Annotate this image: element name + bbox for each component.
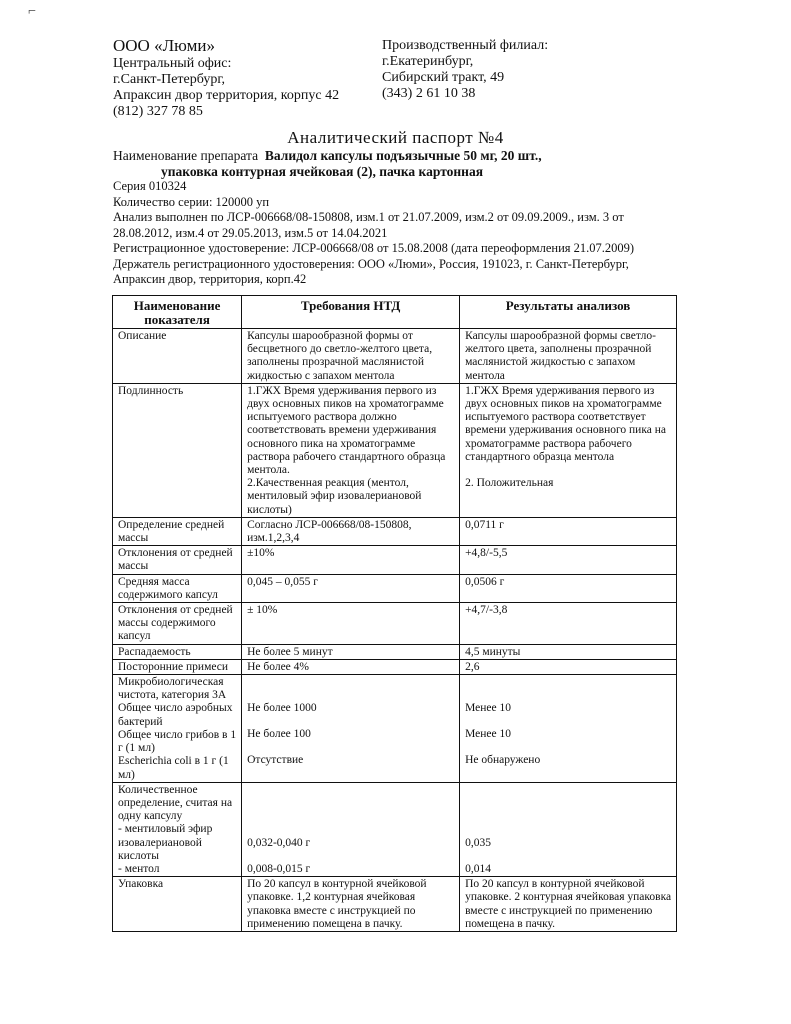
branch-address: Сибирский тракт, 49 — [382, 70, 505, 85]
row-requirement — [242, 782, 460, 876]
req-aerobic: Не более 1000 — [247, 702, 317, 715]
header-results: Результаты анализов — [460, 296, 677, 329]
row-requirement: Капсулы шарообразной формы от бесцветного до светло-желтого цвета, заполнены прозрачной маслянистой жидкостью с запахом ментола — [242, 329, 460, 384]
row-result: 0,0711 г — [460, 517, 677, 545]
table-row — [113, 546, 677, 574]
row-result — [460, 675, 677, 783]
header-indicator: Наименование показателя — [113, 296, 242, 329]
table-row — [113, 383, 677, 517]
row-requirement: ± 10% — [242, 603, 460, 645]
office-phone: (812) 327 78 85 — [113, 104, 203, 119]
series: Серия 010324 — [113, 179, 187, 193]
row-result: Капсулы шарообразной формы светло-желтого цвета, заполнены прозрачной маслянистой жидкостью с запахом ментола — [460, 329, 677, 384]
micro-aerobic: Общее число аэробных бактерий — [118, 702, 233, 728]
row-requirement: Согласно ЛСР-006668/08-150808, изм.1,2,3,4 — [242, 517, 460, 545]
table-row — [113, 603, 677, 645]
micro-fungi: Общее число грибов в 1 г (1 мл) — [118, 728, 237, 755]
requirement-part1: 1.ГЖХ Время удерживания первого из двух основных пиков на хроматограмме испытуемого раствора должно соответствовать времени удерживания основного пика на хроматограмме раствора рабочего стандартного образца ментола. — [247, 384, 446, 477]
assay-title: Количественное определение, считая на одну капсулу — [118, 783, 233, 823]
table-row — [113, 329, 677, 384]
row-name: Определение средней массы — [113, 517, 242, 545]
office-label: Центральный офис: — [113, 56, 232, 71]
row-name: Описание — [113, 329, 242, 384]
req-ecoli: Отсутствие — [247, 754, 304, 767]
company-office-block — [113, 36, 373, 120]
assay-menthol: - ментол — [118, 862, 160, 875]
row-result: +4,7/-3,8 — [460, 603, 677, 645]
row-name: Отклонения от средней массы — [113, 546, 242, 574]
document-title: Аналитический паспорт №4 — [287, 128, 504, 147]
scan-mark: ⌐ — [28, 4, 36, 19]
row-result: 0,0506 г — [460, 574, 677, 602]
row-requirement — [242, 383, 460, 517]
branch-city: г.Екатеринбург, — [382, 54, 474, 69]
row-requirement — [242, 675, 460, 783]
header-requirements: Требования НТД — [242, 296, 460, 329]
quantity: Количество серии: 120000 уп — [113, 194, 270, 209]
result-part1: 1.ГЖХ Время удерживания первого из двух основных пиков на хроматограмме испытуемого раствора соответствует времени удерживания основного пика на хроматограмме раствора рабочего стандартного образца ментола — [465, 384, 666, 463]
req-fungi: Не более 100 — [247, 728, 311, 741]
table-header-row — [113, 296, 677, 329]
req-ester: 0,032-0,040 г — [247, 836, 311, 849]
res-menthol: 0,014 — [465, 862, 491, 875]
res-ester: 0,035 — [465, 836, 491, 849]
holder-line2: Апраксин двор, территория, корп.42 — [113, 272, 307, 286]
office-city: г.Санкт-Петербург, — [113, 72, 226, 87]
row-requirement: Не более 5 минут — [242, 644, 460, 659]
analysis-line1: Анализ выполнен по ЛСР-006668/08-150808, изм.1 от 21.07.2009, изм.2 от 09.09.2009., изм. 3 от — [113, 210, 624, 224]
row-name: Отклонения от средней массы содержимого капсул — [113, 603, 242, 645]
row-requirement: 0,045 – 0,055 г — [242, 574, 460, 602]
table-row — [113, 675, 677, 783]
requirement-part2: 2.Качественная реакция (ментол, ментиловый эфир изовалериановой кислоты) — [247, 477, 422, 516]
row-result: По 20 капсул в контурной ячейковой упаковке. 2 контурная ячейковая упаковка вместе с инструкцией по применению помещена в пачку. — [460, 877, 677, 932]
branch-phone: (343) 2 61 10 38 — [382, 86, 476, 101]
row-name: Подлинность — [113, 383, 242, 517]
branch-block — [382, 38, 662, 102]
analysis-line2: 28.08.2012, изм.4 от 29.05.2013, изм.5 от 14.04.2021 — [113, 225, 388, 240]
row-requirement: По 20 капсул в контурной ячейковой упаковке. 1,2 контурная ячейковая упаковка вместе с инструкцией по применению помещена в пачку. — [242, 877, 460, 932]
row-name: Упаковка — [113, 877, 242, 932]
row-name: Средняя масса содержимого капсул — [113, 574, 242, 602]
row-name: Посторонние примеси — [113, 659, 242, 674]
res-aerobic: Менее 10 — [465, 702, 511, 715]
assay-ester: - ментиловый эфир изовалериановой кислоты — [118, 823, 213, 862]
row-name: Распадаемость — [113, 644, 242, 659]
row-result — [460, 782, 677, 876]
table-row — [113, 782, 677, 876]
table-row — [113, 877, 677, 932]
registration: Регистрационное удостоверение: ЛСР-006668/08 от 15.08.2008 (дата переоформления 21.07.2009) — [113, 241, 635, 255]
batch-details — [113, 179, 703, 288]
row-result: +4,8/-5,5 — [460, 546, 677, 574]
row-name — [113, 782, 242, 876]
product-label: Наименование препарата — [113, 148, 259, 163]
row-requirement: ±10% — [242, 546, 460, 574]
table-row — [113, 574, 677, 602]
row-result: 4,5 минуты — [460, 644, 677, 659]
row-result: 2,6 — [460, 659, 677, 674]
req-menthol: 0,008-0,015 г — [247, 862, 311, 875]
micro-ecoli: Escherichia coli в 1 г (1 мл) — [118, 755, 229, 781]
table-row — [113, 517, 677, 545]
branch-label: Производственный филиал: — [382, 38, 549, 53]
row-requirement: Не более 4% — [242, 659, 460, 674]
micro-title: Микробиологическая чистота, категория 3А — [118, 676, 227, 702]
row-result — [460, 383, 677, 517]
row-name — [113, 675, 242, 783]
product-block — [113, 148, 673, 180]
res-fungi: Менее 10 — [465, 728, 511, 741]
product-name-line1: Валидол капсулы подъязычные 50 мг, 20 шт., — [264, 148, 542, 163]
table-row — [113, 644, 677, 659]
company-name: ООО «Люми» — [113, 36, 215, 55]
result-part2: 2. Положительная — [465, 477, 554, 490]
res-ecoli: Не обнаружено — [465, 754, 541, 767]
table-row — [113, 659, 677, 674]
holder-line1: Держатель регистрационного удостоверения: ООО «Люми», Россия, 191023, г. Санкт-Петербург, — [113, 256, 629, 271]
product-name-line2: упаковка контурная ячейковая (2), пачка картонная — [161, 164, 484, 179]
analysis-table — [112, 295, 677, 932]
office-address: Апраксин двор территория, корпус 42 — [113, 88, 340, 103]
